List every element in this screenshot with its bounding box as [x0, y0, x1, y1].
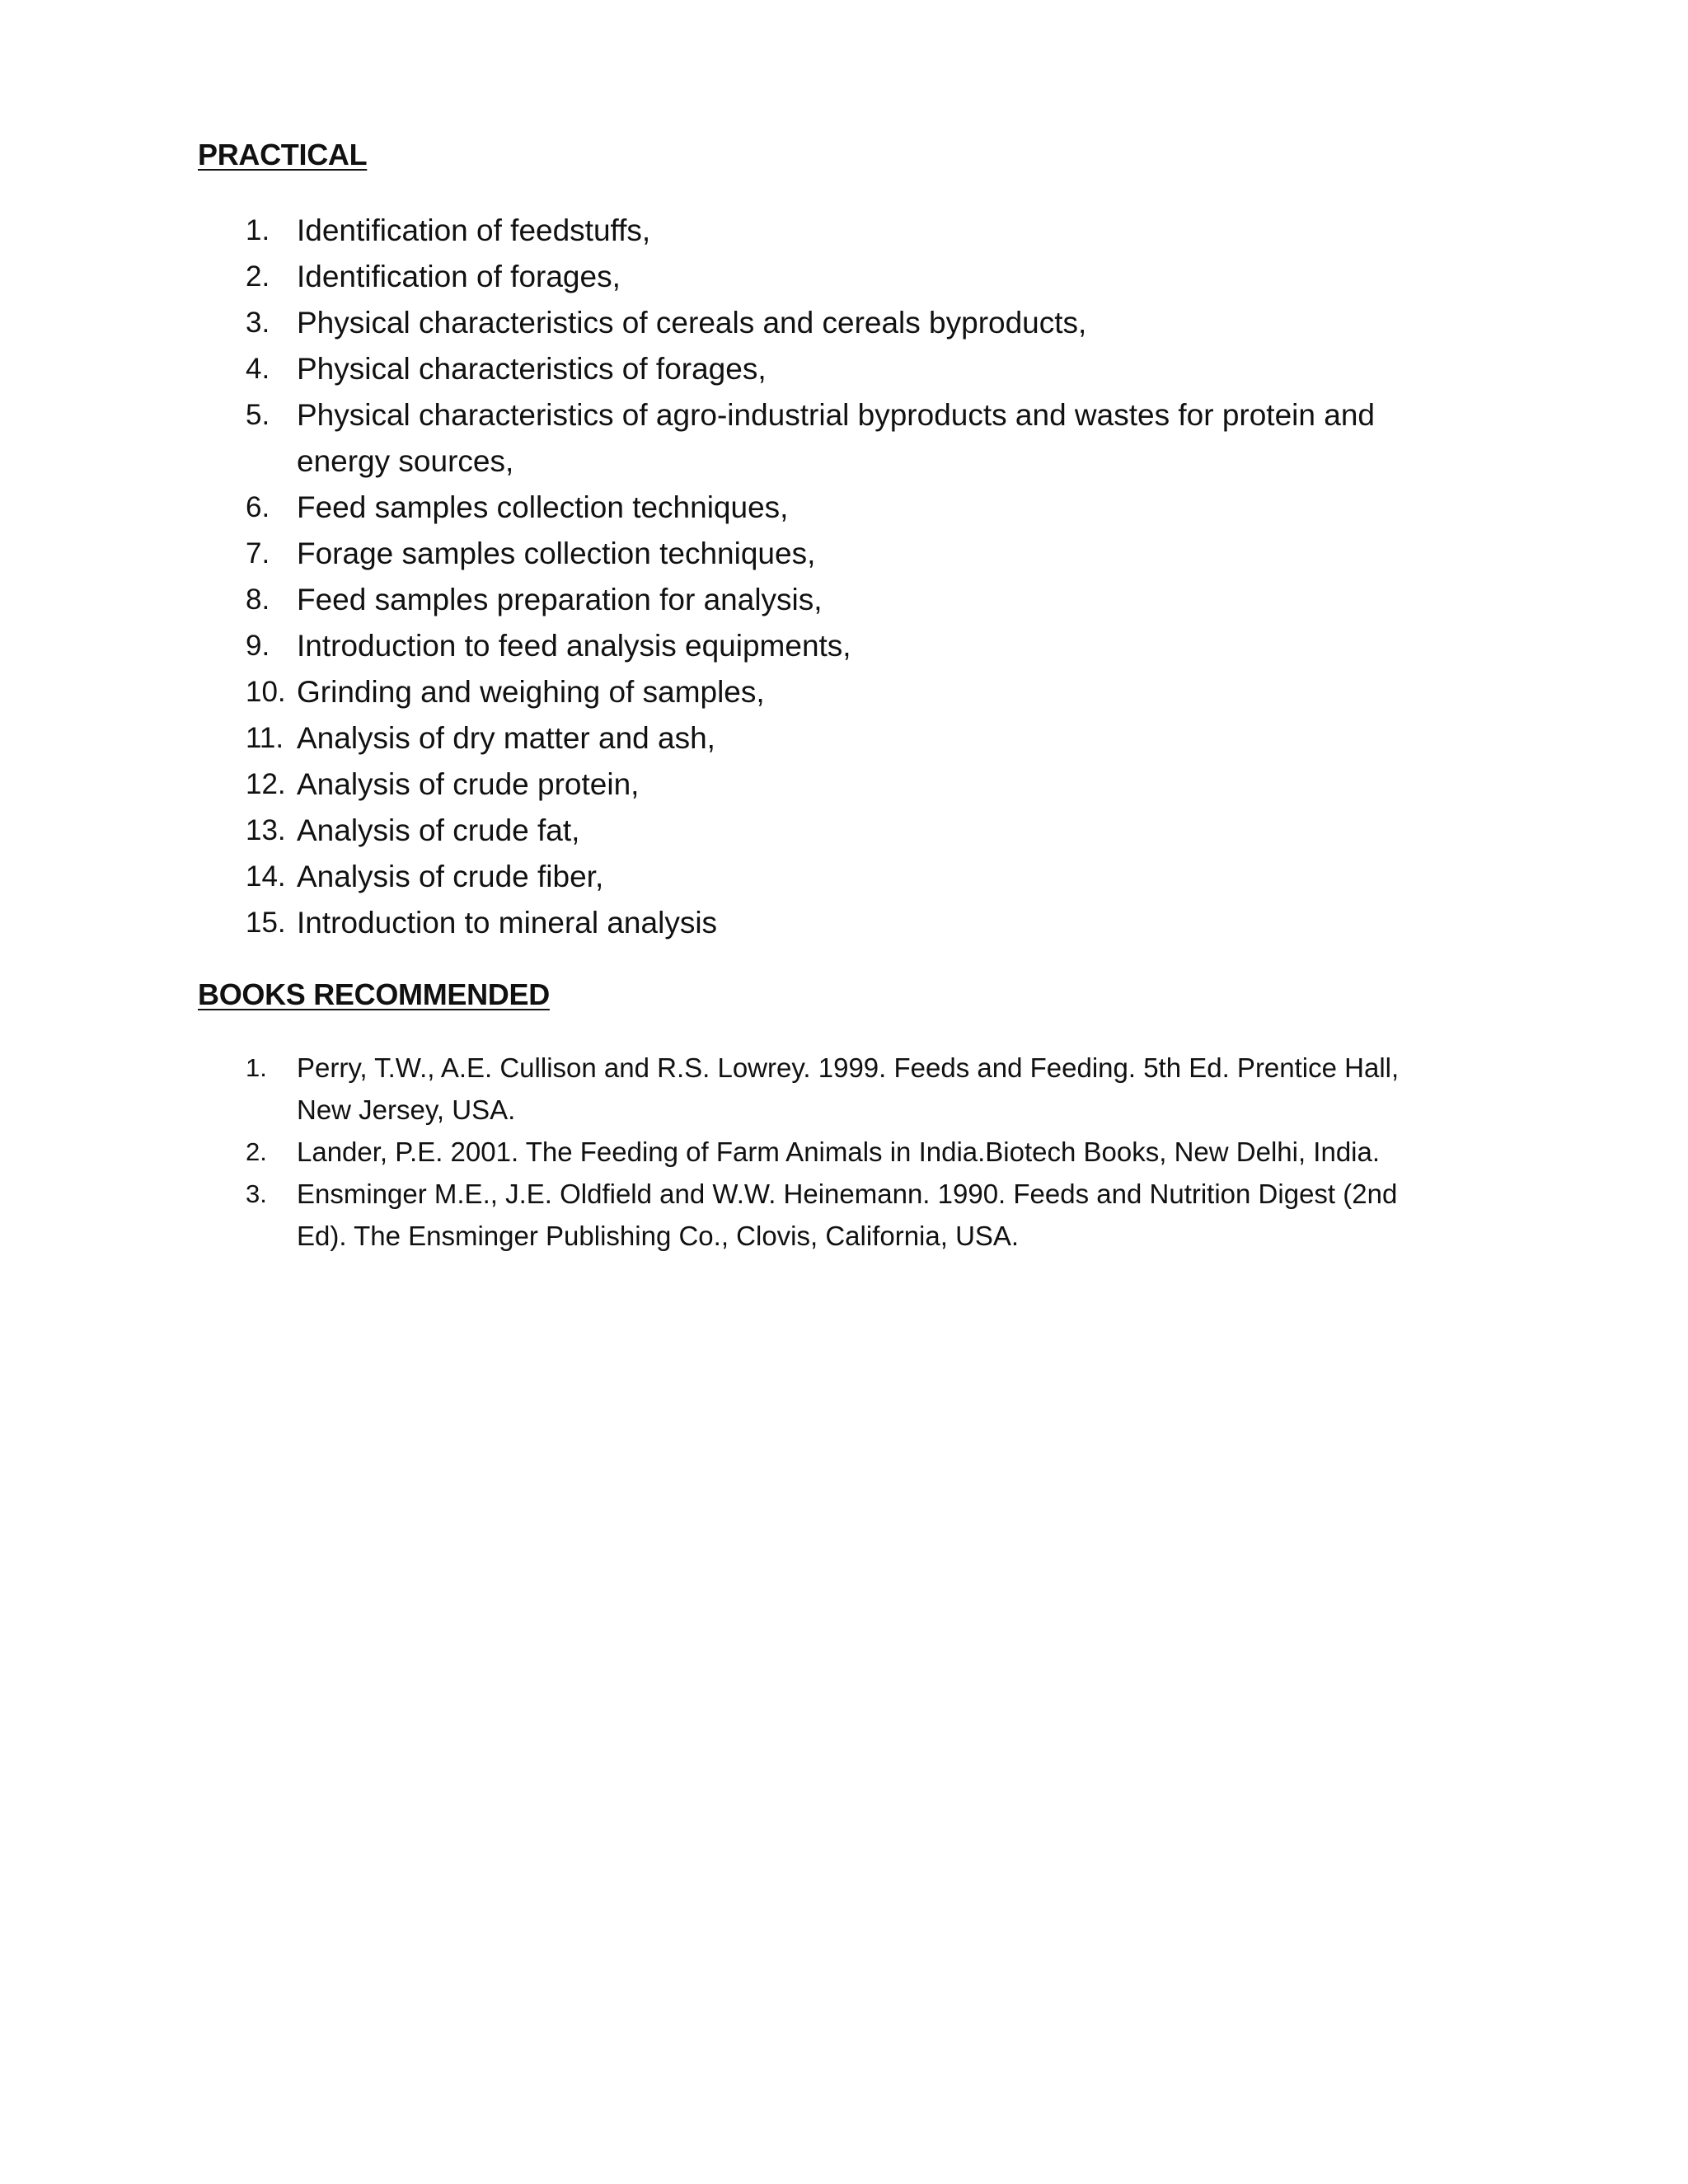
item-text: Feed samples collection techniques, — [297, 490, 789, 524]
book-reference — [0, 1047, 1451, 1131]
item-number: 15. — [246, 907, 286, 939]
practical-list — [0, 208, 1451, 946]
item-number: 3. — [246, 307, 270, 339]
practical-item — [0, 392, 1451, 485]
books-recommended-heading: BOOKS RECOMMENDED — [198, 977, 550, 1011]
item-number: 12. — [246, 768, 286, 800]
item-number: 14. — [246, 860, 286, 893]
practical-item — [0, 669, 1451, 715]
item-text: Analysis of crude protein, — [297, 767, 640, 801]
practical-item — [0, 808, 1451, 854]
item-text: Identification of feedstuffs, — [297, 213, 651, 247]
item-text: Perry, T.W., A.E. Cullison and R.S. Lowrey. 1999. Feeds and Feeding. 5th Ed. Prentice Hall, New Jersey, USA. — [297, 1052, 1400, 1125]
item-number: 13. — [246, 814, 286, 846]
item-text: Physical characteristics of cereals and cereals byproducts, — [297, 306, 1087, 340]
item-text: Grinding and weighing of samples, — [297, 675, 765, 709]
item-text: Analysis of crude fiber, — [297, 860, 604, 893]
item-text: Ensminger M.E., J.E. Oldfield and W.W. Heinemann. 1990. Feeds and Nutrition Digest (2nd Ed). The Ensminger Publishing Co., Clovis, California, USA. — [297, 1179, 1398, 1251]
practical-item — [0, 254, 1451, 300]
item-number: 11. — [246, 722, 284, 754]
practical-item — [0, 623, 1451, 669]
item-text: Physical characteristics of agro-industrial byproducts and wastes for protein and energy sources, — [297, 398, 1375, 478]
item-text: Identification of forages, — [297, 260, 621, 293]
practical-item — [0, 715, 1451, 762]
item-number: 3. — [246, 1179, 267, 1208]
item-text: Analysis of crude fat, — [297, 813, 580, 847]
book-reference — [0, 1131, 1451, 1173]
item-number: 9. — [246, 630, 270, 662]
practical-item — [0, 577, 1451, 623]
practical-item — [0, 762, 1451, 808]
item-number: 10. — [246, 676, 286, 708]
practical-item — [0, 854, 1451, 900]
item-text: Forage samples collection techniques, — [297, 537, 816, 570]
item-number: 7. — [246, 537, 270, 569]
practical-item — [0, 346, 1451, 392]
item-number: 2. — [246, 260, 270, 293]
item-text: Introduction to mineral analysis — [297, 906, 718, 940]
item-text: Physical characteristics of forages, — [297, 352, 767, 386]
book-reference — [0, 1173, 1451, 1257]
practical-item — [0, 300, 1451, 346]
item-number: 8. — [246, 583, 270, 616]
item-number: 4. — [246, 353, 270, 385]
books-list — [0, 1047, 1451, 1257]
item-number: 1. — [246, 1053, 267, 1082]
practical-item — [0, 485, 1451, 531]
practical-item — [0, 900, 1451, 946]
item-text: Introduction to feed analysis equipments, — [297, 629, 851, 663]
item-text: Analysis of dry matter and ash, — [297, 721, 715, 755]
item-text: Lander, P.E. 2001. The Feeding of Farm Animals in India.Biotech Books, New Delhi, India. — [297, 1137, 1381, 1167]
item-number: 1. — [246, 214, 270, 246]
item-number: 5. — [246, 399, 270, 431]
item-number: 2. — [246, 1137, 267, 1166]
practical-item — [0, 531, 1451, 577]
practical-item — [0, 208, 1451, 254]
practical-heading: PRACTICAL — [198, 138, 368, 171]
item-text: Feed samples preparation for analysis, — [297, 583, 823, 616]
item-number: 6. — [246, 491, 270, 523]
